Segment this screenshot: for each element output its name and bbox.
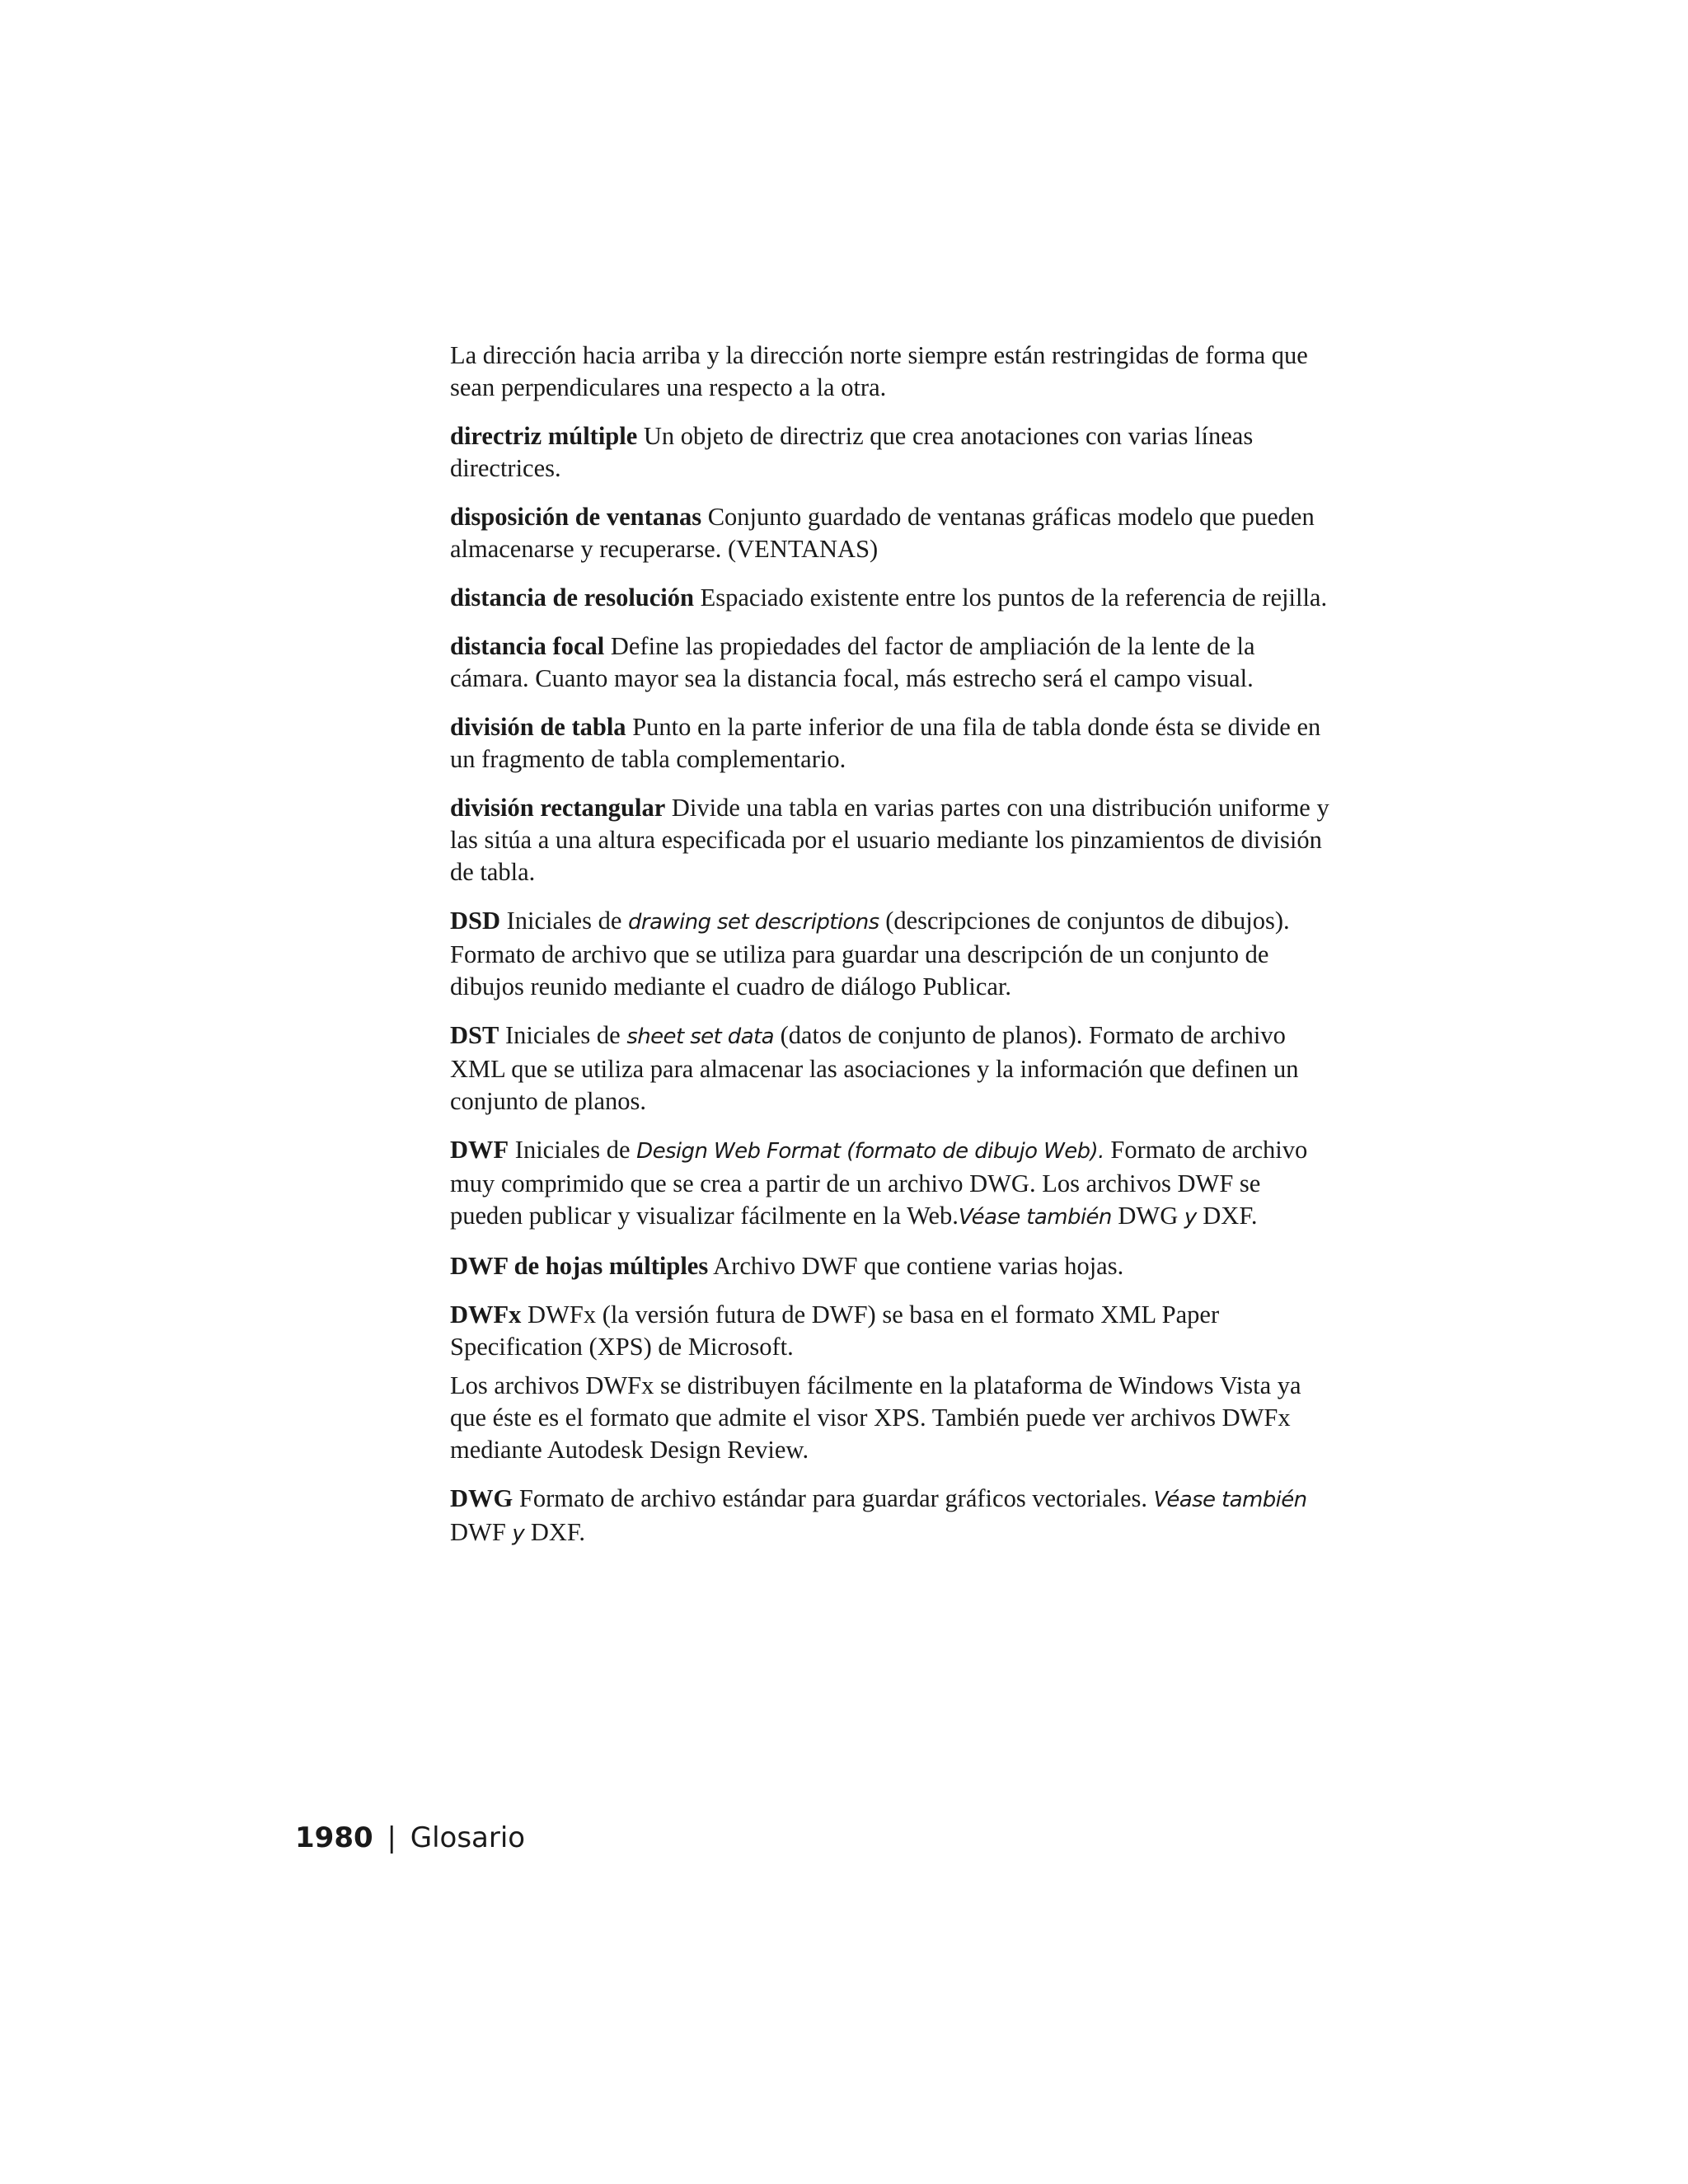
intro-paragraph: La dirección hacia arriba y la dirección norte siempre están restringidas de forma que sean perpendiculares una respecto a la otra. [450,341,1308,401]
entry-definition-prefix: Iniciales de [514,1136,631,1164]
entry-definition: Un objeto de directriz que crea anotaciones con varias líneas directrices. [450,422,1254,482]
entry-division-rectangular [450,792,1332,888]
entry-term: distancia de resolución [450,583,694,612]
entry-definition: Archivo DWF que contiene varias hojas. [713,1252,1124,1280]
entry-definition: Espaciado existente entre los puntos de la referencia de rejilla. [700,583,1328,612]
entry-distancia-focal [450,630,1332,695]
entry-term: DWG [450,1484,513,1512]
entry-definition: (descripciones de conjuntos de dibujos). Formato de archivo que se utiliza para guardar una descripción de un conjunto de dibujos reunido mediante el cuadro de diálogo Publicar. [450,907,1290,1001]
cross-reference: DXF. [1203,1202,1258,1230]
entry-definition: Formato de archivo estándar para guardar gráficos vectoriales. [518,1484,1148,1512]
entry-directriz-multiple [450,420,1332,485]
entry-term: DSD [450,907,501,935]
entry-definition: DWFx (la versión futura de DWF) se basa en el formato XML Paper Specification (XPS) de Microsoft. [450,1301,1220,1361]
entry-definition: Punto en la parte inferior de una fila de tabla donde ésta se divide en un fragmento de tabla complementario. [450,713,1321,773]
entry-definition-prefix: Iniciales de [504,1021,621,1049]
entry-dsd [450,905,1332,1003]
entry-italic-phrase: drawing set descriptions [628,910,879,935]
entry-term: DWF de hojas múltiples [450,1252,709,1280]
glossary-body [450,340,1332,1567]
entry-term: DWFx [450,1301,522,1329]
entry-dwf-hojas-multiples [450,1250,1332,1282]
entry-italic-phrase: Design Web Format (formato de dibujo Web). [636,1139,1104,1164]
cross-reference: DXF. [530,1518,586,1546]
entry-term: DWF [450,1136,509,1164]
page-number: 1980 [295,1821,373,1854]
entry-definition-prefix: Iniciales de [506,907,622,935]
see-also-label: Véase también [1153,1488,1307,1512]
entry-dwg [450,1483,1332,1550]
cross-reference: DWG [1118,1202,1179,1230]
entry-definition: Formato de archivo muy comprimido que se crea a partir de un archivo DWG. Los archivos DWF se pueden publicar y visualizar fácilmente en la Web. [450,1136,1308,1230]
entry-definition: Define las propiedades del factor de ampliación de la lente de la cámara. Cuanto mayor sea la distancia focal, más estrecho será el campo visual. [450,632,1255,692]
entry-disposicion-de-ventanas [450,501,1332,565]
entry-italic-phrase: sheet set data [626,1024,774,1049]
see-also-label: Véase también [958,1205,1112,1230]
conjunction: y [1184,1205,1197,1230]
entry-term: división rectangular [450,794,666,822]
entry-dwfx-continuation: Los archivos DWFx se distribuyen fácilmente en la plataforma de Windows Vista ya que éste es el formato que admite el visor XPS. También puede ver archivos DWFx mediante Autodesk Design Review. [450,1371,1301,1464]
entry-term: división de tabla [450,713,626,741]
entry-term: DST [450,1021,499,1049]
entry-distancia-de-resolucion [450,582,1332,614]
entry-dwfx [450,1299,1332,1363]
entry-dwf [450,1134,1332,1234]
section-name: Glosario [410,1821,526,1854]
entry-definition: (datos de conjunto de planos). Formato de archivo XML que se utiliza para almacenar las asociaciones y la información que definen un conjunto de planos. [450,1021,1299,1115]
entry-definition: Conjunto guardado de ventanas gráficas modelo que pueden almacenarse y recuperarse. (VENTANAS) [450,503,1315,563]
entry-dst [450,1019,1332,1118]
entry-term: disposición de ventanas [450,503,702,531]
entry-term: distancia focal [450,632,605,660]
entry-definition: Divide una tabla en varias partes con una distribución uniforme y las sitúa a una altura especificada por el usuario mediante los pinzamientos de división de tabla. [450,794,1329,886]
conjunction: y [512,1521,525,1546]
footer-separator: | [387,1821,396,1854]
entry-term: directriz múltiple [450,422,638,450]
cross-reference: DWF [450,1518,506,1546]
entry-division-de-tabla [450,711,1332,776]
page-footer [295,1820,525,1856]
